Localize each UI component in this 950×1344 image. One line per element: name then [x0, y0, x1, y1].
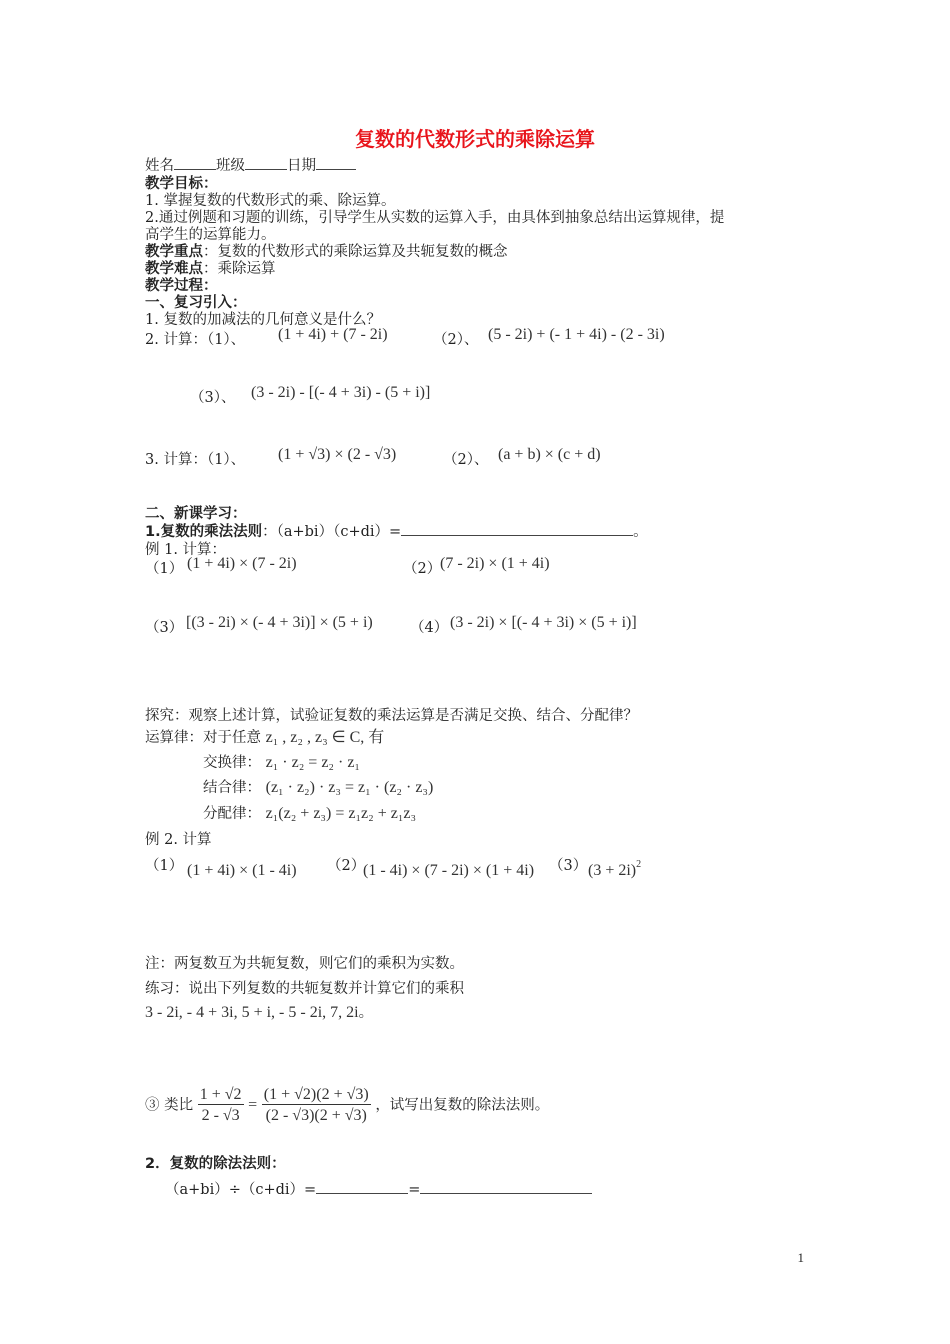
date-label: 日期 — [287, 158, 316, 174]
practice-list: 3 - 2i, - 4 + 3i, 5 + i, - 5 - 2i, 7, 2i — [145, 1004, 359, 1021]
analogy-denominator-right: (2 - √3)(2 + √3) — [262, 1104, 371, 1125]
name-blank[interactable] — [174, 155, 216, 170]
div-rule-text: （a+bi）÷（c+di）= — [165, 1182, 317, 1198]
new-lesson-heading: 二、新课学习： — [145, 506, 247, 522]
analogy-numerator-left: 1 + √2 — [199, 1086, 242, 1103]
key-point-text: ：复数的代数形式的乘除运算及共轭复数的概念 — [203, 244, 508, 260]
associative-label: 结合律： — [203, 780, 261, 796]
ex1-3-expr: [(3 - 2i) × (- 4 + 3i)] × (5 + i) — [186, 614, 373, 631]
laws-line — [145, 724, 384, 747]
review-q1: 1. 复数的加减法的几何意义是什么？ — [145, 312, 381, 328]
goals-heading: 教学目标： — [145, 176, 218, 192]
analogy-tail: ，试写出复数的除法法则。 — [375, 1097, 550, 1114]
class-label: 班级 — [216, 158, 245, 174]
ex1-2-expr: (7 - 2i) × (1 + 4i) — [440, 555, 550, 572]
name-label: 姓名 — [145, 158, 174, 174]
process-heading: 教学过程： — [145, 278, 218, 294]
difficulty-label: 教学难点 — [145, 261, 203, 277]
mult-rule-text: ：（a+bi）（c+di）= — [262, 524, 402, 540]
review-heading: 一、复习引入： — [145, 295, 247, 311]
example-2-label: 例 2. 计算 — [145, 832, 212, 848]
difficulty-text: ：乘除运算 — [203, 261, 276, 277]
div-rule-blank-1[interactable] — [316, 1179, 408, 1194]
review-q2-expr2: (5 - 2i) + (- 1 + 4i) - (2 - 3i) — [488, 326, 665, 343]
ex2-1-expr: (1 + 4i) × (1 - 4i) — [187, 862, 297, 879]
review-q3-label: 3. 计算：（1）、 — [145, 452, 246, 468]
practice-list-end: 。 — [358, 1005, 374, 1021]
ex1-4-expr: (3 - 2i) × [(- 4 + 3i) × (5 + i)] — [450, 614, 637, 631]
ex2-3-expr — [588, 859, 642, 880]
div-rule-blank-2[interactable] — [420, 1179, 592, 1194]
distributive-label: 分配律： — [203, 806, 261, 822]
ex2-3-exponent: 2 — [636, 859, 642, 870]
mult-rule-blank[interactable] — [401, 521, 633, 536]
analogy-fraction-left — [198, 1086, 244, 1125]
review-q2-label3: （3）、 — [190, 390, 236, 406]
goal-item-2-line1: 2.通过例题和习题的训练，引导学生从实数的运算入手，由具体到抽象总结出运算规律，提 — [145, 210, 725, 226]
ex1-4-label: （4） — [410, 620, 449, 636]
associative-law — [203, 776, 433, 797]
ex2-3-base: (3 + 2i) — [588, 862, 637, 879]
review-q3-expr1: (1 + √3) × (2 - √3) — [278, 446, 397, 463]
distributive-law — [203, 802, 416, 823]
goal-item-1: 1. 掌握复数的代数形式的乘、除运算。 — [145, 193, 396, 209]
mult-rule-label: 1.复数的乘法法则 — [145, 524, 263, 540]
associative-expr: (z₁ · z₂) · z₃ = z₁ · (z₂ · z₃) — [265, 779, 434, 796]
analogy-numerator-right: (1 + √2)(2 + √3) — [263, 1086, 369, 1103]
distributive-expr: z₁(z₂ + z₃) = z₁z₂ + z₁z₃ — [265, 805, 417, 822]
ex2-2-label: （2） — [327, 858, 366, 874]
page-number: 1 — [797, 1250, 804, 1265]
review-q3-expr2: (a + b) × (c + d) — [498, 446, 601, 463]
div-rule-label: 2．复数的除法法则： — [145, 1156, 286, 1172]
review-q3-label2: （2）、 — [443, 452, 489, 468]
review-q2-expr1: (1 + 4i) + (7 - 2i) — [278, 326, 388, 343]
ex1-1-expr: (1 + 4i) × (7 - 2i) — [187, 555, 297, 572]
review-q2-label: 2. 计算：（1）、 — [145, 332, 246, 348]
key-point-label: 教学重点 — [145, 244, 203, 260]
practice-text: 练习：说出下列复数的共轭复数并计算它们的乘积 — [145, 981, 464, 997]
ex2-1-label: （1） — [145, 858, 184, 874]
ex2-2-expr: (1 - 4i) × (7 - 2i) × (1 + 4i) — [363, 862, 535, 879]
commutative-law — [203, 751, 360, 772]
example-1-label: 例 1. 计算： — [145, 542, 227, 558]
practice-list-line — [145, 1001, 373, 1022]
ex1-3-label: （3） — [145, 620, 184, 636]
laws-vars: z₁ , z₂ , z₃ ∈ C, 有 — [265, 729, 385, 746]
analogy-denominator-left: 2 - √3 — [198, 1104, 244, 1125]
review-q2-label2: （2）、 — [433, 332, 479, 348]
class-blank[interactable] — [245, 155, 287, 170]
analogy-line — [145, 1086, 549, 1125]
analogy-fraction-right — [262, 1086, 371, 1125]
analogy-equals: = — [248, 1096, 258, 1114]
ex1-2-label: （2） — [403, 561, 442, 577]
analogy-label: ③ 类比 — [145, 1097, 194, 1114]
goal-item-2-line2: 高学生的运算能力。 — [145, 227, 276, 243]
explore-text: 探究：观察上述计算，试验证复数的乘法运算是否满足交换、结合、分配律？ — [145, 708, 638, 724]
commutative-label: 交换律： — [203, 755, 261, 771]
ex1-1-label: （1） — [145, 561, 184, 577]
note-text: 注：两复数互为共轭复数，则它们的乘积为实数。 — [145, 956, 464, 972]
date-blank[interactable] — [316, 155, 356, 170]
ex2-3-label: （3） — [549, 858, 588, 874]
div-rule-line — [165, 1178, 592, 1199]
laws-label: 运算律：对于任意 — [145, 730, 261, 746]
commutative-expr: z₁ · z₂ = z₂ · z₁ — [265, 754, 361, 771]
page-title: 复数的代数形式的乘除运算 — [355, 127, 595, 151]
div-rule-equals: = — [408, 1182, 421, 1198]
review-q2-expr3: (3 - 2i) - [(- 4 + 3i) - (5 + i)] — [251, 384, 431, 401]
mult-rule-end: 。 — [633, 524, 648, 540]
